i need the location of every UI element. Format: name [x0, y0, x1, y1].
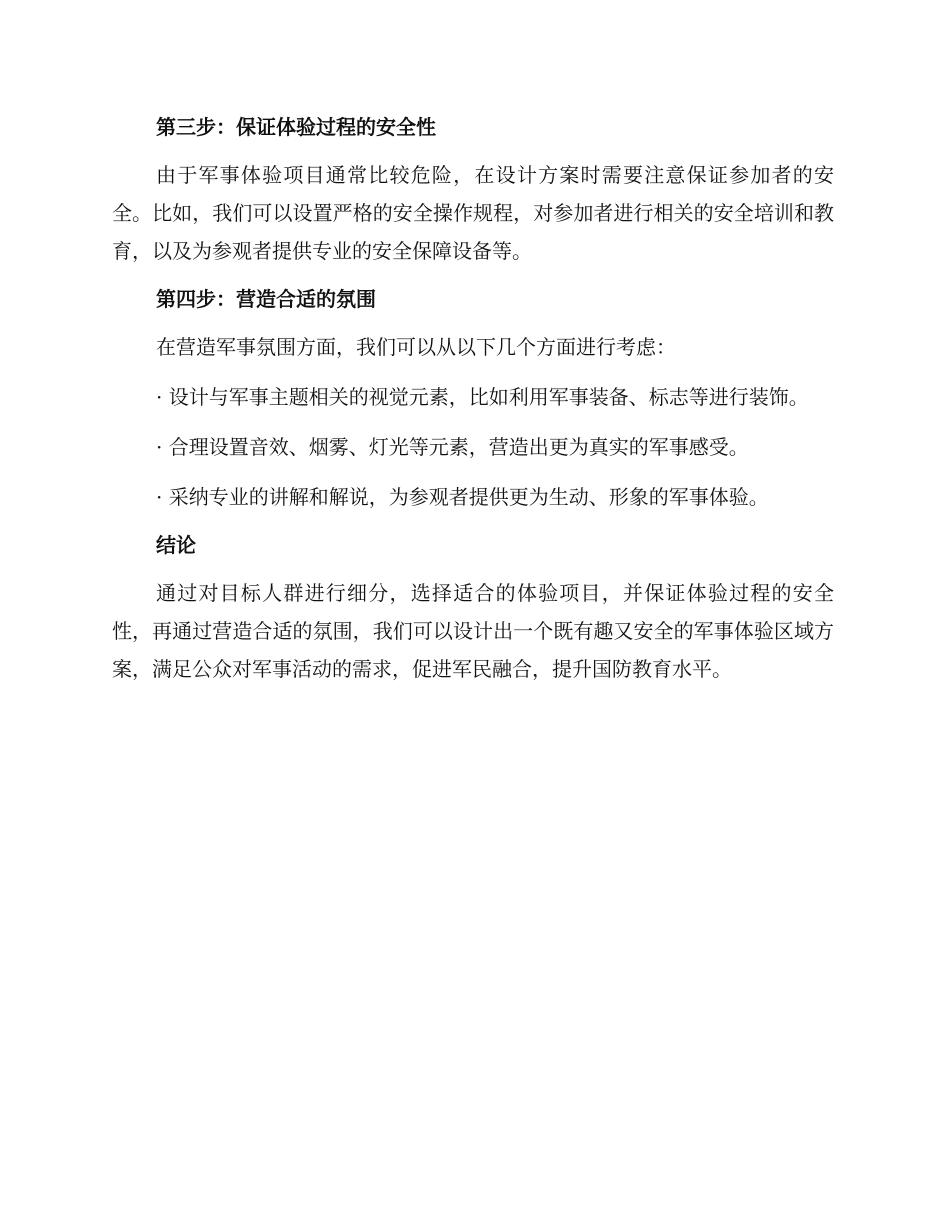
- conclusion-heading: 结论: [156, 533, 196, 557]
- conclusion-paragraph: 通过对目标人群进行细分，选择适合的体验项目，并保证体验过程的安全性，再通过营造合适的氛围，我们可以设计出一个既有趣又安全的军事体验区域方案，满足公众对军事活动的需求，促进军民融合，提升国防教育水平。: [112, 581, 834, 681]
- bullet-item-guidance: · 采纳专业的讲解和解说，为参观者提供更为生动、形象的军事体验。: [156, 485, 769, 509]
- bullet-item-visual: · 设计与军事主题相关的视觉元素，比如利用军事装备、标志等进行装饰。: [156, 385, 809, 409]
- section4-intro: 在营造军事氛围方面，我们可以从以下几个方面进行考虑：: [156, 335, 676, 359]
- section4-heading: 第四步：营造合适的氛围: [156, 287, 376, 311]
- bullet-item-effects: · 合理设置音效、烟雾、灯光等元素，营造出更为真实的军事感受。: [156, 435, 749, 459]
- section3-heading: 第三步：保证体验过程的安全性: [156, 115, 436, 139]
- document-body: [112, 110, 834, 700]
- section3-paragraph: 由于军事体验项目通常比较危险，在设计方案时需要注意保证参加者的安全。比如，我们可以设置严格的安全操作规程，对参加者进行相关的安全培训和教育，以及为参观者提供专业的安全保障设备等。: [112, 163, 834, 263]
